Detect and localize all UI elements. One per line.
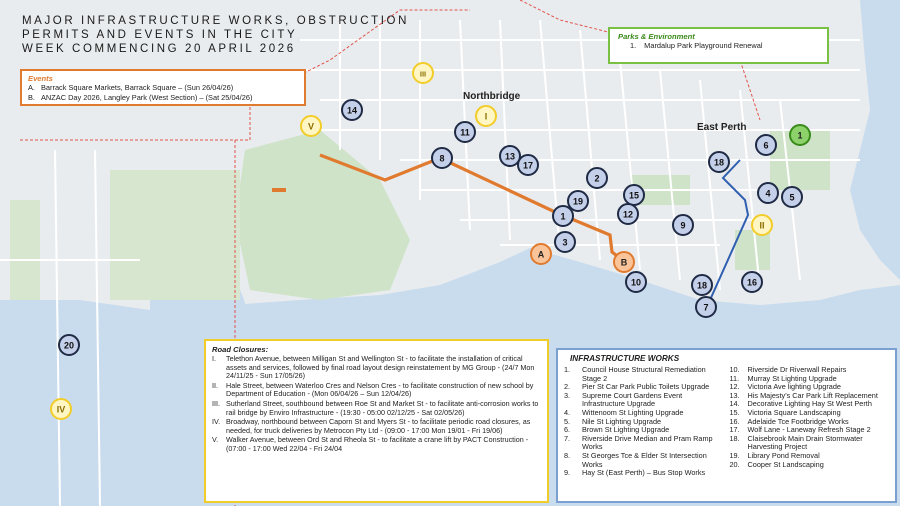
infra-text: Victoria Square Landscaping [747, 407, 841, 417]
infrastructure-col-right [730, 366, 890, 478]
infra-item [564, 366, 724, 383]
closure-marker: II. [212, 380, 218, 390]
infra-text: Victoria Ave lighting Upgrade [747, 382, 841, 392]
infra-item [564, 392, 724, 409]
infra-marker: 16. [729, 416, 740, 426]
closure-text: Hale Street, between Waterloo Cres and Nelson Cres - to facilitate construction of new school by Department of Education - (Mon 06/04/26 – Sun 12/04/26) [226, 380, 534, 399]
closure-marker-I [476, 106, 496, 126]
parks-panel [608, 27, 829, 64]
infra-text: Council House Structural Remediation Stage 2 [582, 365, 706, 383]
works-marker-18 [692, 275, 712, 295]
label-northbridge: Northbridge [463, 91, 521, 102]
works-marker-17 [518, 155, 538, 175]
svg-text:II: II [759, 220, 765, 231]
infra-marker: 5. [564, 416, 571, 426]
infra-marker: 9. [564, 468, 571, 478]
works-marker-16 [742, 272, 762, 292]
closure-marker-IV [51, 399, 71, 419]
infra-text: Wolf Lane - Laneway Refresh Stage 2 [747, 425, 871, 435]
infrastructure-panel [556, 348, 897, 503]
closure-marker: III. [212, 398, 220, 408]
event-item [28, 93, 298, 103]
infra-marker: 3. [564, 390, 571, 400]
road-closure-item [212, 436, 541, 453]
events-heading: Events [28, 74, 53, 83]
title-line-1: MAJOR INFRASTRUCTURE WORKS, OBSTRUCTION [22, 15, 409, 27]
infra-marker: 10. [729, 365, 740, 374]
svg-text:11: 11 [460, 127, 470, 138]
closure-text: Walker Avenue, between Ord St and Rheola St - to facilitate a crane lift by PACT Construction - (07:00 - 17:00 Wed 22/04 - Fri 24/04 [226, 435, 529, 453]
works-marker-18 [709, 152, 729, 172]
works-marker-11 [455, 122, 475, 142]
infra-text: Hay St (East Perth) – Bus Stop Works [582, 468, 706, 478]
works-marker-9 [673, 215, 693, 235]
parks-item [618, 41, 819, 50]
closure-marker: V. [212, 435, 219, 445]
event-marker: B. [28, 92, 35, 102]
works-marker-1 [553, 206, 573, 226]
infra-marker: 11. [729, 373, 740, 383]
closure-marker-II [752, 215, 772, 235]
infra-marker: 8. [564, 450, 571, 460]
infrastructure-col-left [564, 366, 724, 478]
road-closure-item [212, 355, 541, 381]
svg-text:18: 18 [696, 280, 708, 291]
road-closure-item [212, 418, 541, 435]
title-line-2: PERMITS AND EVENTS IN THE CITY [22, 29, 298, 41]
svg-text:IV: IV [56, 404, 66, 415]
infra-text: Decorative Lighting Hay St West Perth [747, 399, 872, 409]
closure-marker: I. [212, 354, 216, 363]
map-title [22, 14, 409, 56]
infra-text: Library Pond Removal [747, 450, 820, 460]
infra-marker: 15. [729, 407, 740, 417]
infra-text: Riverside Drive Median and Pram Ramp Works [582, 433, 713, 452]
parks-marker: 1. [630, 41, 637, 50]
closure-marker-V [301, 116, 321, 136]
infra-text: Supreme Court Gardens Event Infrastructure Upgrade [582, 390, 683, 409]
infra-marker: 6. [564, 425, 571, 435]
infra-marker: 2. [564, 382, 571, 392]
svg-text:A: A [537, 249, 545, 260]
svg-text:I: I [484, 111, 488, 122]
infra-item [564, 469, 724, 478]
svg-text:19: 19 [572, 196, 584, 207]
closure-marker: IV. [212, 417, 221, 427]
svg-text:20: 20 [63, 340, 75, 351]
parks-heading: Parks & Environment [618, 32, 695, 41]
event-marker-B [614, 252, 634, 272]
infra-marker: 7. [564, 433, 571, 443]
svg-text:18: 18 [713, 157, 725, 168]
svg-text:5: 5 [789, 192, 795, 203]
infra-text: Wittenoom St Lighting Upgrade [582, 407, 684, 417]
works-marker-8 [432, 148, 452, 168]
svg-text:13: 13 [504, 151, 516, 162]
infra-item [564, 435, 724, 452]
road-closure-item [212, 400, 541, 417]
infra-marker: 20. [729, 459, 740, 469]
works-marker-6 [756, 135, 776, 155]
svg-text:16: 16 [746, 277, 758, 288]
infra-text: Pier St Car Park Public Toilets Upgrade [582, 382, 710, 392]
label-east-perth: East Perth [697, 122, 747, 133]
infra-marker: 17. [729, 425, 740, 435]
road-closures-heading: Road Closures: [212, 345, 269, 354]
closure-marker-III [413, 63, 433, 83]
infra-text: His Majesty's Car Park Lift Replacement [747, 390, 878, 400]
road-closures-panel [204, 339, 549, 503]
infra-text: Cooper St Landscaping [747, 459, 824, 469]
infrastructure-heading: INFRASTRUCTURE WORKS [570, 354, 680, 363]
events-panel [20, 69, 306, 106]
works-marker-12 [618, 204, 638, 224]
svg-text:17: 17 [522, 160, 534, 171]
event-text: ANZAC Day 2026, Langley Park (West Section) – (Sat 25/04/26) [40, 92, 253, 102]
svg-text:III: III [419, 69, 427, 79]
infra-marker: 18. [729, 433, 740, 443]
event-marker: A. [28, 83, 35, 92]
road-closure-item [212, 382, 541, 399]
works-marker-10 [626, 272, 646, 292]
svg-text:7: 7 [703, 302, 709, 313]
svg-text:8: 8 [439, 153, 445, 164]
title-line-3: WEEK COMMENCING 20 APRIL 2026 [22, 43, 296, 55]
works-marker-14 [342, 100, 362, 120]
infra-text: St Georges Tce & Elder St Intersection Works [582, 450, 707, 469]
closure-text: Sutherland Street, southbound between Roe St and Market St - to facilitate anti-corrosion works to rail bridge by Enviro Infrastructure - (19:30 - 05:00 02/12/25 - Sat 02/05/26) [226, 398, 539, 417]
event-marker-A [531, 244, 551, 264]
svg-text:4: 4 [765, 188, 771, 199]
infra-marker: 14. [729, 399, 740, 409]
works-marker-4 [758, 183, 778, 203]
svg-text:V: V [307, 121, 315, 132]
infra-text: Brown St Lighting Upgrade [582, 425, 670, 435]
svg-text:1: 1 [560, 211, 566, 222]
infra-text: Murray St Lighting Upgrade [747, 373, 837, 383]
works-marker-15 [624, 185, 644, 205]
infra-marker: 13. [729, 390, 740, 400]
infra-marker: 19. [729, 450, 740, 460]
svg-text:9: 9 [680, 220, 686, 231]
svg-text:2: 2 [594, 173, 600, 184]
infra-text: Adelaide Tce Footbridge Works [747, 416, 849, 426]
infra-marker: 1. [564, 365, 571, 374]
svg-text:1: 1 [797, 130, 803, 141]
infra-item [564, 452, 724, 469]
closure-text: Broadway, northbound between Caporn St and Myers St - to facilitate periodic road closures, as needed, for truck deliveries by Metrocon Pty Ltd - (09:00 - 17:00 Mon 19/01 - Fri 19/06) [226, 417, 531, 435]
infra-item [730, 435, 890, 452]
infra-text: Nile St Lighting Upgrade [582, 416, 662, 426]
parks-text: Mardalup Park Playground Renewal [644, 41, 763, 50]
works-marker-13 [500, 146, 520, 166]
infra-text: Riverside Dr Riverwall Repairs [747, 365, 847, 374]
infra-marker: 4. [564, 407, 571, 417]
infra-text: Claisebrook Main Drain Stormwater Harvesting Project [747, 433, 863, 452]
works-marker-5 [782, 187, 802, 207]
works-marker-20 [59, 335, 79, 355]
svg-text:12: 12 [622, 209, 634, 220]
event-item [28, 83, 298, 93]
svg-text:14: 14 [346, 105, 358, 116]
infra-marker: 12. [729, 382, 740, 392]
works-marker-3 [555, 232, 575, 252]
svg-text:B: B [620, 257, 628, 268]
park-marker-1 [790, 125, 810, 145]
event-text: Barrack Square Markets, Barrack Square – (Sun 26/04/26) [40, 83, 234, 92]
works-marker-19 [568, 191, 588, 211]
infra-item [730, 461, 890, 470]
svg-text:6: 6 [763, 140, 769, 151]
svg-text:3: 3 [562, 237, 568, 248]
works-marker-7 [696, 297, 716, 317]
closure-text: Telethon Avenue, between Milligan St and Wellington St - to facilitate the installation of critical assets and services, followed by final road layout design reinstatement by MG Group - (24/7 Mon 24/11/25 - Sun 17/05/26) [226, 354, 535, 381]
svg-text:15: 15 [628, 190, 640, 201]
works-marker-2 [587, 168, 607, 188]
svg-text:10: 10 [630, 277, 642, 288]
